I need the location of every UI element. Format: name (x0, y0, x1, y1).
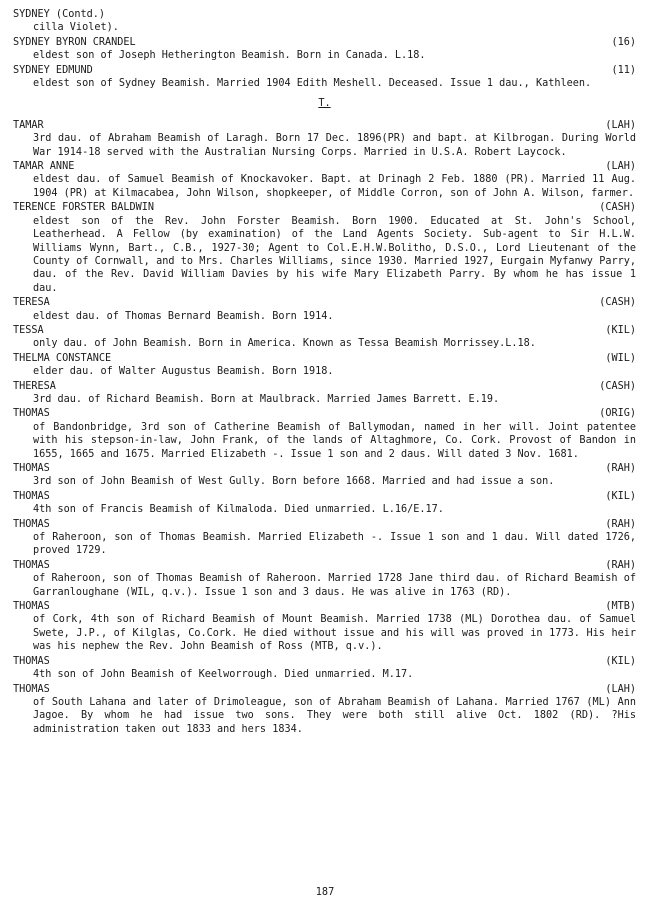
genealogy-entry (13, 518, 636, 558)
family-branch-code: (LAH) (605, 683, 636, 695)
entries-list (13, 119, 636, 736)
entry-name: THOMAS (13, 683, 50, 695)
entry-name: TAMAR ANNE (13, 161, 75, 173)
family-branch-code: (CASH) (599, 297, 636, 309)
entry-description: eldest son of Sydney Beamish. Married 1904 Edith Meshell. Deceased. Issue 1 dau., Kathleen. (33, 78, 592, 90)
entry-name: SYDNEY (Contd.) (13, 9, 106, 20)
genealogy-entry (13, 407, 636, 461)
entry-description: 4th son of Francis Beamish of Kilmaloda. Died unmarried. L.16/E.17. (33, 504, 444, 516)
family-branch-code: (ORIG) (599, 408, 636, 420)
family-branch-code: (KIL) (605, 324, 636, 336)
genealogy-entry (13, 683, 636, 737)
family-branch-code: (LAH) (605, 119, 636, 131)
entry-name: THOMAS (13, 490, 50, 502)
family-branch-code: (KIL) (605, 490, 636, 502)
entry-name: SYDNEY BYRON CRANDEL (13, 36, 136, 48)
entry-name: THOMAS (13, 518, 50, 530)
entry-description: eldest son of the Rev. John Forster Beamish. Born 1900. Educated at St. John's School, Leatherhead. A Fellow (by examination) of the Land Agents Society. Sub-agent to Sir H.L.W. Williams Wynn, Bart., C.B., 1927-30; Agent to Col.E.H.W.Bolitho, D.S.O., Lord Lieutenant of the County of Cornwall, and to Mrs. Charles Williams, since 1930. Married 1927, Eurgain Myfanwy Parry, dau. of the Rev. David William Davies by his wife Mary Elizabeth Parry. By whom he has issue 1 dau. (33, 215, 636, 294)
entry-description: eldest dau. of Samuel Beamish of Knockavoker. Bapt. at Drinagh 2 Feb. 1880 (PR). Married 11 Aug. 1904 (PR) at Kilmacabea, John Wilson, shopkeeper, of Middle Corron, son of John A. Wilson, farmer. (33, 174, 636, 199)
genealogy-entry (13, 201, 636, 295)
family-branch-code: (CASH) (599, 380, 636, 392)
genealogy-entry (13, 352, 636, 379)
genealogy-entry (13, 119, 636, 159)
section-letter: T. (318, 98, 331, 110)
entry-name: THOMAS (13, 655, 50, 667)
entry-name: TERESA (13, 297, 50, 309)
entry-name: TAMAR (13, 119, 44, 131)
family-branch-code: (MTB) (605, 601, 636, 613)
genealogy-entry (13, 490, 636, 517)
entry-description: of Raheroon, son of Thomas Beamish of Raheroon. Married 1728 Jane third dau. of Richard Beamish of Garranloughane (WIL, q.v.). Issue 1 son and 3 daus. He was alive in 1763 (RD). (33, 573, 636, 598)
genealogy-entry (13, 8, 636, 35)
entry-name: THERESA (13, 380, 56, 392)
genealogy-entry (13, 462, 636, 489)
entry-description: of Cork, 4th son of Richard Beamish of Mount Beamish. Married 1738 (ML) Dorothea dau. of Samuel Swete, J.P., of Kilglas, Co.Cork. He died without issue and his will was proved in 1773. His heir was his nephew the Rev. John Beamish of Ross (MTB, q.v.). (33, 614, 636, 653)
entry-description: of Raheroon, son of Thomas Beamish. Married Elizabeth -. Issue 1 son and 1 dau. Will dated 1726, proved 1729. (33, 532, 636, 557)
entry-name: THOMAS (13, 463, 50, 474)
genealogy-entry (13, 655, 636, 682)
entry-description: elder dau. of Walter Augustus Beamish. Born 1918. (33, 366, 334, 378)
genealogy-entry (13, 600, 636, 654)
family-branch-code: (KIL) (605, 655, 636, 667)
page-number: 187 (315, 887, 335, 898)
entry-description: of Bandonbridge, 3rd son of Catherine Beamish of Ballymodan, named in her will. Joint patentee with his stepson-in-law, John Frank, of the lands of Altaghmore, Co. Cork. Provost of Bandon in 1655, 1665 and 1675. Married Elizabeth -. Issue 1 son and 2 daus. Will dated 3 Nov. 1681. (33, 421, 636, 460)
genealogy-entry (13, 64, 636, 91)
genealogy-entry (13, 296, 636, 323)
entry-description: eldest dau. of Thomas Bernard Beamish. Born 1914. (33, 310, 334, 322)
genealogy-entry (13, 160, 636, 200)
family-branch-code: (11) (611, 64, 636, 76)
entry-description: 3rd dau. of Abraham Beamish of Laragh. Born 17 Dec. 1896(PR) and bapt. at Kilbrogan. During World War 1914-18 served with the Australian Nursing Corps. Married in U.S.A. Robert Laycock. (33, 133, 636, 158)
entry-description: of South Lahana and later of Drimoleague, son of Abraham Beamish of Lahana. Married 1767 (ML) Ann Jagoe. By whom he had issue two sons. They were both still alive Oct. 1802 (RD). ?His administration taken out 1833 and hers 1834. (33, 696, 636, 735)
genealogy-entry (13, 36, 636, 63)
genealogy-entry (13, 559, 636, 599)
entry-name: TERENCE FORSTER BALDWIN (13, 202, 155, 214)
entry-name: THOMAS (13, 559, 50, 571)
entry-name: TESSA (13, 324, 44, 336)
family-branch-code: (RAH) (605, 559, 636, 571)
continued-entries (13, 8, 636, 90)
entry-name: THOMAS (13, 408, 50, 420)
entry-name: SYDNEY EDMUND (13, 64, 93, 76)
entry-description: cilla Violet). (33, 22, 119, 34)
family-branch-code: (RAH) (605, 463, 636, 474)
genealogy-entry (13, 380, 636, 407)
entry-name: THELMA CONSTANCE (13, 352, 112, 364)
entry-description: only dau. of John Beamish. Born in America. Known as Tessa Beamish Morrissey.L.18. (33, 338, 536, 350)
family-branch-code: (RAH) (605, 518, 636, 530)
entry-description: 3rd dau. of Richard Beamish. Born at Maulbrack. Married James Barrett. E.19. (33, 393, 500, 405)
family-branch-code: (CASH) (599, 202, 636, 214)
family-branch-code: (WIL) (605, 352, 636, 364)
entry-name: THOMAS (13, 601, 50, 613)
entry-description: 4th son of John Beamish of Keelworrough. Died unmarried. M.17. (33, 669, 414, 681)
entry-description: 3rd son of John Beamish of West Gully. Born before 1668. Married and had issue a son. (33, 476, 555, 488)
family-branch-code: (16) (611, 36, 636, 48)
entry-description: eldest son of Joseph Hetherington Beamish. Born in Canada. L.18. (33, 50, 426, 62)
family-branch-code: (LAH) (605, 161, 636, 173)
genealogy-entry (13, 324, 636, 351)
